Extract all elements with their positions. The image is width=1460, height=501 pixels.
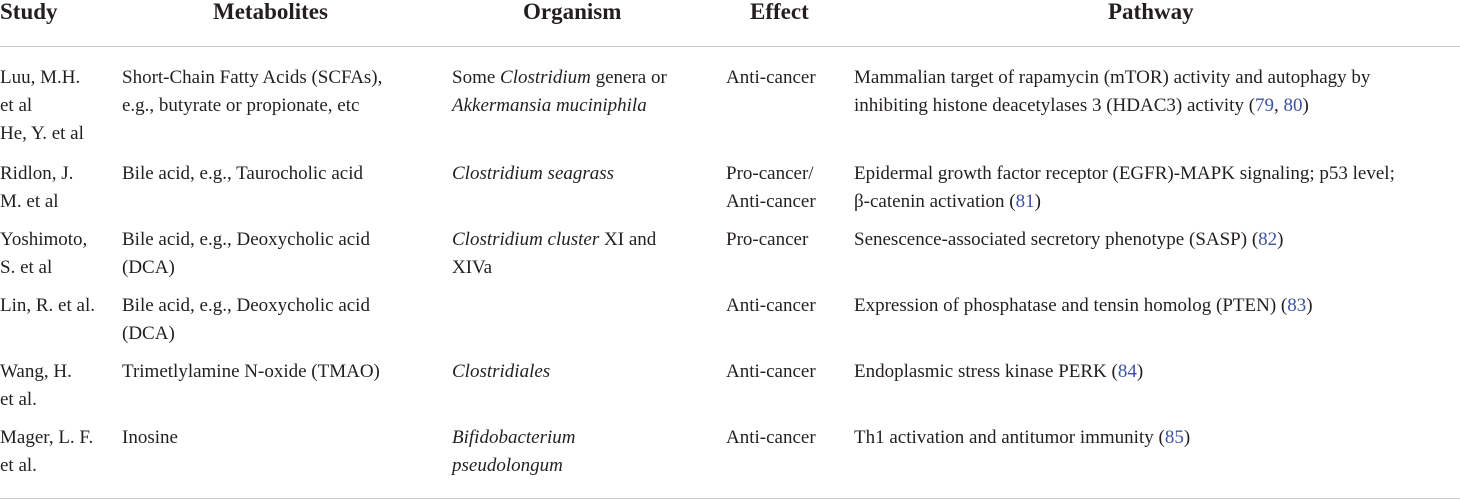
reference-link[interactable]: 79 xyxy=(1255,95,1275,116)
metabolites-line: e.g., butyrate or propionate, etc xyxy=(122,95,360,116)
organism-italic-text: Akkermansia muciniphila xyxy=(452,95,647,116)
study-line: Mager, L. F. xyxy=(0,427,94,448)
cell-study xyxy=(0,424,93,480)
reference-link[interactable]: 81 xyxy=(1015,191,1035,212)
cell-metabolites xyxy=(122,64,382,120)
organism-italic-text: pseudolongum xyxy=(452,455,563,476)
pathway-text: Epidermal growth factor receptor (EGFR)-MAPK signaling; p53 level; xyxy=(854,163,1395,184)
cell-organism xyxy=(452,226,656,282)
cell-pathway xyxy=(854,424,1190,452)
study-line: Ridlon, J. xyxy=(0,163,74,184)
metabolites-line: Bile acid, e.g., Deoxycholic acid xyxy=(122,229,370,250)
reference-link[interactable]: 84 xyxy=(1117,361,1137,382)
cell-metabolites xyxy=(122,292,370,348)
study-line: et al. xyxy=(0,389,37,410)
organism-italic-text: Clostridiales xyxy=(452,361,551,382)
cell-effect xyxy=(726,358,816,386)
study-line: S. et al xyxy=(0,257,53,278)
pathway-line xyxy=(854,160,1395,188)
cell-organism xyxy=(452,358,550,386)
header-organism: Organism xyxy=(523,0,622,24)
effect-line: Anti-cancer xyxy=(726,427,816,448)
bottom-rule xyxy=(0,498,1460,499)
organism-text: Some xyxy=(452,67,501,88)
cell-metabolites xyxy=(122,424,178,452)
organism-italic-text: Clostridium cluster xyxy=(452,229,600,250)
pathway-text: ) xyxy=(1183,427,1191,448)
cell-metabolites xyxy=(122,160,363,188)
cell-study xyxy=(0,358,72,414)
effect-line: Pro-cancer/ xyxy=(726,163,814,184)
cell-pathway xyxy=(854,358,1143,386)
metabolites-line: (DCA) xyxy=(122,323,175,344)
cell-organism xyxy=(452,424,575,480)
cell-study xyxy=(0,292,95,320)
pathway-line xyxy=(854,424,1190,452)
study-line: Yoshimoto, xyxy=(0,229,88,250)
header-metabolites: Metabolites xyxy=(213,0,328,24)
study-line: M. et al xyxy=(0,191,59,212)
pathway-text: Expression of phosphatase and tensin homolog (PTEN) ( xyxy=(854,295,1288,316)
organism-line xyxy=(452,452,575,480)
organism-italic-text: Clostridium seagrass xyxy=(452,163,615,184)
cell-pathway xyxy=(854,64,1370,120)
cell-effect xyxy=(726,64,816,92)
pathway-text: ) xyxy=(1302,95,1309,116)
organism-line xyxy=(452,64,667,92)
metabolites-line: Bile acid, e.g., Deoxycholic acid xyxy=(122,295,370,316)
effect-line: Pro-cancer xyxy=(726,229,809,250)
metabolites-line: Short-Chain Fatty Acids (SCFAs), xyxy=(122,67,383,88)
pathway-text: ) xyxy=(1277,229,1284,250)
study-line: et al. xyxy=(0,455,37,476)
organism-text: genera or xyxy=(590,67,667,88)
organism-italic-text: Clostridium xyxy=(500,67,591,88)
cell-study xyxy=(0,160,73,216)
pathway-text: β-catenin activation ( xyxy=(854,191,1016,212)
metabolites-line: Bile acid, e.g., Taurocholic acid xyxy=(122,163,364,184)
pathway-line xyxy=(854,64,1370,92)
metabolites-line: (DCA) xyxy=(122,257,175,278)
organism-line xyxy=(452,254,656,282)
study-line: He, Y. et al xyxy=(0,123,84,144)
pathway-line xyxy=(854,358,1143,386)
cell-pathway xyxy=(854,292,1313,320)
organism-line xyxy=(452,358,550,386)
study-line: Wang, H. xyxy=(0,361,72,382)
cell-effect xyxy=(726,424,816,452)
pathway-text: inhibiting histone deacetylases 3 (HDAC3) activity ( xyxy=(854,95,1256,116)
metabolites-line: Inosine xyxy=(122,427,178,448)
pathway-text: Mammalian target of rapamycin (mTOR) activity and autophagy by xyxy=(854,67,1371,88)
pathway-line xyxy=(854,226,1283,254)
pathway-text: Endoplasmic stress kinase PERK ( xyxy=(854,361,1118,382)
cell-metabolites xyxy=(122,358,380,386)
effect-line: Anti-cancer xyxy=(726,295,816,316)
pathway-text: ) xyxy=(1306,295,1313,316)
pathway-text: ) xyxy=(1034,191,1041,212)
pathway-line xyxy=(854,92,1370,120)
cell-organism xyxy=(452,160,614,188)
pathway-text: ) xyxy=(1136,361,1144,382)
study-line: Luu, M.H. xyxy=(0,67,81,88)
cell-effect xyxy=(726,160,816,216)
organism-text: XIVa xyxy=(452,257,493,278)
organism-line xyxy=(452,424,575,452)
study-line: et al xyxy=(0,95,33,116)
header-pathway: Pathway xyxy=(1108,0,1194,24)
cell-effect xyxy=(726,226,808,254)
header-effect: Effect xyxy=(750,0,809,24)
cell-study xyxy=(0,64,84,148)
cell-study xyxy=(0,226,87,282)
study-line: Lin, R. et al. xyxy=(0,295,95,316)
effect-line: Anti-cancer xyxy=(726,361,816,382)
reference-link[interactable]: 85 xyxy=(1164,427,1184,448)
pathway-text: Th1 activation and antitumor immunity ( xyxy=(854,427,1165,448)
table-header xyxy=(0,0,1460,47)
metabolites-line: Trimetlylamine N-oxide (TMAO) xyxy=(122,361,380,382)
organism-line xyxy=(452,226,656,254)
effect-line: Anti-cancer xyxy=(726,67,816,88)
organism-italic-text: Bifidobacterium xyxy=(452,427,576,448)
effect-line: Anti-cancer xyxy=(726,191,816,212)
header-study: Study xyxy=(0,0,58,24)
cell-effect xyxy=(726,292,816,320)
cell-pathway xyxy=(854,226,1283,254)
pathway-text: Senescence-associated secretory phenotype (SASP) ( xyxy=(854,229,1259,250)
cell-pathway xyxy=(854,160,1395,216)
organism-line xyxy=(452,92,667,120)
pathway-line xyxy=(854,188,1395,216)
reference-link[interactable]: 83 xyxy=(1287,295,1307,316)
cell-metabolites xyxy=(122,226,370,282)
organism-line xyxy=(452,160,614,188)
pathway-line xyxy=(854,292,1313,320)
reference-link[interactable]: 82 xyxy=(1258,229,1278,250)
pathway-text: , xyxy=(1274,95,1284,116)
cell-organism xyxy=(452,64,667,120)
reference-link[interactable]: 80 xyxy=(1283,95,1303,116)
organism-text: XI and xyxy=(599,229,657,250)
